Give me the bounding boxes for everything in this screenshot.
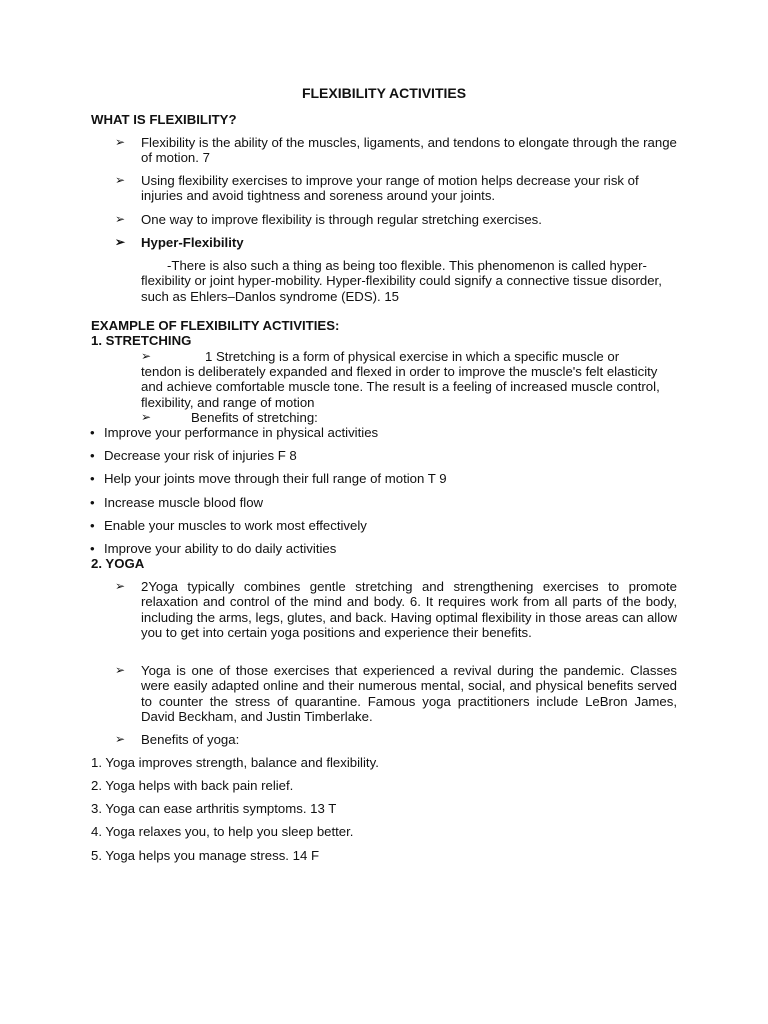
yoga-benefit-item: 5. Yoga helps you manage stress. 14 F <box>91 848 319 863</box>
arrow-bullet-icon: ➢ <box>115 732 126 746</box>
hyper-flexibility-heading: Hyper-Flexibility <box>141 235 244 250</box>
stretching-exercises-point: One way to improve flexibility is through regular stretching exercises. <box>141 212 542 227</box>
yoga-heading: 2. YOGA <box>91 556 145 571</box>
yoga-revival-text: Yoga is one of those exercises that experienced a revival during the pandemic. Classes were easily adapted online and their numerous mental, social, and physical benefits served to counter the stress of quarantine. Famous yoga practitioners include LeBron James, David Beckham, and Justin Timberlake. <box>141 663 677 725</box>
stretching-benefit-item: Decrease your risk of injuries F 8 <box>104 448 297 463</box>
stretching-benefit-item: Help your joints move through their full range of motion T 9 <box>104 471 447 486</box>
yoga-benefit-item: 4. Yoga relaxes you, to help you sleep better. <box>91 824 354 839</box>
arrow-bullet-icon: ➢ <box>115 135 126 149</box>
stretching-definition-lead: 1 Stretching is a form of physical exercise in which a specific muscle or <box>205 349 620 364</box>
stretching-benefits-label: Benefits of stretching: <box>191 410 318 425</box>
arrow-bullet-icon: ➢ <box>115 173 126 187</box>
arrow-bullet-icon: ➢ <box>115 212 126 226</box>
arrow-bullet-icon: ➢ <box>115 579 126 593</box>
flexibility-exercises-point: Using flexibility exercises to improve your range of motion helps decrease your risk of injuries and avoid tightness and soreness around your joints. <box>141 173 639 204</box>
examples-heading: EXAMPLE OF FLEXIBILITY ACTIVITIES: <box>91 318 340 333</box>
yoga-benefit-item: 1. Yoga improves strength, balance and flexibility. <box>91 755 379 770</box>
yoga-description: 2Yoga typically combines gentle stretching and strengthening exercises to promote relaxation and control of the mind and body. 6. It requires work from all parts of the body, including the arms, legs, glutes, and back. Having optimal flexibility in those areas can allow you to get into certain yoga positions and experience their benefits. <box>141 579 677 641</box>
stretching-benefit-item: Improve your ability to do daily activities <box>104 541 337 556</box>
yoga-benefit-item: 3. Yoga can ease arthritis symptoms. 13 T <box>91 801 337 816</box>
arrow-bullet-icon: ➢ <box>141 349 152 363</box>
yoga-benefits-label: Benefits of yoga: <box>141 732 240 747</box>
yoga-benefit-item: 2. Yoga helps with back pain relief. <box>91 778 294 793</box>
bullet-icon: • <box>90 471 95 486</box>
stretching-definition: tendon is deliberately expanded and flexed in order to improve the muscle's felt elasticity and achieve comfortable muscle tone. The result is a feeling of increased muscle control, flexibility, and range of motion <box>141 364 660 410</box>
stretching-benefit-item: Improve your performance in physical activities <box>104 425 379 440</box>
bullet-icon: • <box>90 448 95 463</box>
stretching-benefit-item: Enable your muscles to work most effectively <box>104 518 367 533</box>
arrow-bullet-icon: ➢ <box>115 235 126 249</box>
document-title: FLEXIBILITY ACTIVITIES <box>301 85 467 101</box>
bullet-icon: • <box>90 495 95 510</box>
arrow-bullet-icon: ➢ <box>115 663 126 677</box>
stretching-benefit-item: Increase muscle blood flow <box>104 495 264 510</box>
bullet-icon: • <box>90 518 95 533</box>
hyper-flexibility-text: -There is also such a thing as being too flexible. This phenomenon is called hyper-flexibility or joint hyper-mobility. Hyper-flexibility could signify a connective tissue disorder, such as Ehlers–Danlos syndrome (EDS). 15 <box>141 258 662 304</box>
stretching-heading: 1. STRETCHING <box>91 333 192 348</box>
bullet-icon: • <box>90 541 95 556</box>
arrow-bullet-icon: ➢ <box>141 410 152 424</box>
what-is-flexibility-heading: WHAT IS FLEXIBILITY? <box>91 112 237 127</box>
flexibility-definition: Flexibility is the ability of the muscles, ligaments, and tendons to elongate through the range of motion. 7 <box>141 135 677 166</box>
bullet-icon: • <box>90 425 95 440</box>
